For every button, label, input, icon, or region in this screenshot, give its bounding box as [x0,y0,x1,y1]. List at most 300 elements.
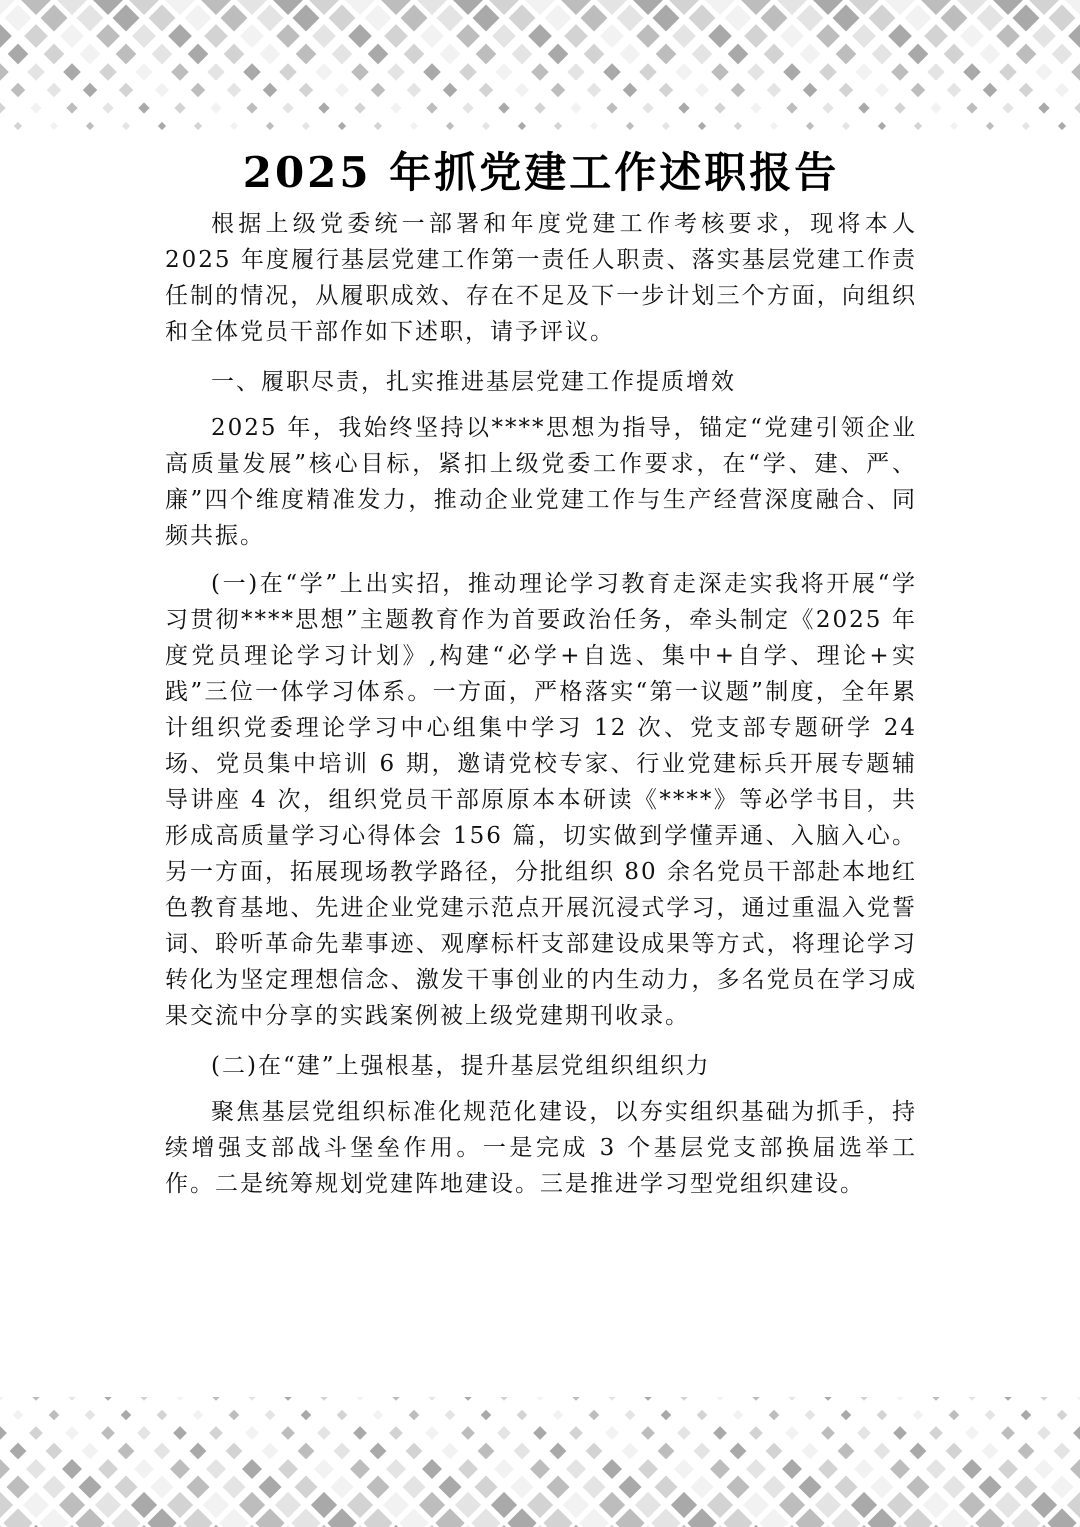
border-diamond [135,63,153,81]
border-diamond [1055,83,1069,97]
border-diamond [661,1410,672,1421]
border-diamond [500,1397,508,1401]
border-diamond [1049,5,1076,32]
border-diamond [911,83,925,97]
border-diamond [293,5,320,32]
border-diamond [301,1410,312,1421]
border-diamond [158,122,166,130]
border-diamond [1013,5,1040,32]
border-diamond [334,1443,351,1460]
border-diamond [1050,1475,1073,1498]
border-diamond [926,1459,946,1479]
border-diamond [767,83,781,97]
border-diamond [798,1475,821,1498]
border-diamond [320,1397,328,1401]
border-diamond [194,122,202,130]
border-diamond [713,1426,727,1440]
border-diamond [373,1410,384,1421]
border-diamond [869,5,896,32]
border-diamond [392,1397,400,1401]
border-diamond [567,63,585,81]
border-diamond [282,102,293,113]
border-diamond [656,44,677,65]
border-diamond [435,1508,464,1527]
border-diamond [242,1459,262,1479]
border-diamond [266,122,274,130]
border-diamond [690,1475,713,1498]
border-diamond [1018,1443,1035,1460]
border-diamond [602,1459,622,1479]
border-diamond [332,44,353,65]
border-diamond [579,1508,608,1527]
border-diamond [962,1459,982,1479]
border-diamond [870,1475,893,1498]
border-diamond [80,44,101,65]
border-diamond [603,63,621,81]
border-diamond [623,83,637,97]
border-diamond [551,83,565,97]
border-diamond [3,1508,32,1527]
border-diamond [764,44,785,65]
border-diamond [315,63,333,81]
border-diamond [707,1492,733,1518]
border-diamond [671,1492,697,1518]
border-diamond [759,1508,788,1527]
border-diamond [171,63,189,81]
border-diamond [1071,63,1080,81]
border-diamond [262,1443,279,1460]
border-diamond [1011,1508,1040,1527]
border-diamond [836,44,857,65]
border-diamond [659,83,673,97]
border-diamond [191,83,205,97]
border-diamond [209,1426,223,1440]
border-diamond [150,1475,173,1498]
border-diamond [6,1475,29,1498]
border-diamond [653,5,680,32]
border-diamond [536,1397,544,1401]
border-diamond [399,1508,428,1527]
border-diamond [275,1492,301,1518]
border-diamond [492,24,516,48]
border-diamond [788,1397,796,1401]
border-diamond [371,83,385,97]
border-diamond [350,1459,370,1479]
border-diamond [965,1426,979,1440]
decorative-diamond-border-bottom [0,1397,1080,1527]
border-diamond [950,122,958,130]
border-diamond [365,5,392,32]
border-diamond [875,83,889,97]
border-diamond [518,122,526,130]
border-diamond [471,1508,500,1527]
border-diamond [584,44,605,65]
border-diamond [41,5,68,32]
border-diamond [459,63,477,81]
border-diamond [75,1508,104,1527]
border-diamond [23,1492,49,1518]
border-diamond [1073,1426,1080,1440]
border-diamond [183,1508,212,1527]
border-diamond [509,5,536,32]
border-diamond [867,1508,896,1527]
border-diamond [423,63,441,81]
border-diamond [82,1443,99,1460]
border-diamond [674,1459,694,1479]
border-diamond [95,1492,121,1518]
border-diamond [998,1459,1018,1479]
border-diamond [222,1475,245,1498]
border-diamond [212,1397,220,1401]
border-diamond [207,63,225,81]
border-diamond [833,5,860,32]
border-diamond [975,1508,1004,1527]
border-diamond [260,44,281,65]
border-diamond [1001,1426,1015,1440]
border-diamond [572,1397,580,1401]
border-diamond [1004,1397,1012,1401]
border-diamond [442,1443,459,1460]
border-diamond [617,5,644,32]
border-diamond [137,1426,151,1440]
border-diamond [78,1475,101,1498]
border-diamond [985,1410,996,1421]
border-diamond [698,122,706,130]
border-diamond [420,24,444,48]
border-diamond [730,1443,747,1460]
border-diamond [204,24,228,48]
border-diamond [456,24,480,48]
border-diamond [802,1443,819,1460]
border-diamond [543,1508,572,1527]
border-diamond [1035,63,1053,81]
border-diamond [949,1410,960,1421]
border-diamond [803,83,817,97]
border-diamond [554,122,562,130]
border-diamond [239,1492,265,1518]
border-diamond [327,1508,356,1527]
border-diamond [49,1410,60,1421]
border-diamond [406,1443,423,1460]
border-diamond [930,102,941,113]
border-diamond [229,1410,240,1421]
border-diamond [743,1492,769,1518]
border-diamond [582,1475,605,1498]
border-diamond [527,1492,553,1518]
border-diamond [914,122,922,130]
border-diamond [419,1492,445,1518]
border-diamond [1068,24,1080,48]
border-diamond [140,1397,148,1401]
border-diamond [168,24,192,48]
border-diamond [407,83,421,97]
border-diamond [908,44,929,65]
border-diamond [723,1508,752,1527]
border-diamond [658,1443,675,1460]
border-diamond [819,63,837,81]
border-diamond [797,5,824,32]
border-diamond [147,1508,176,1527]
border-diamond [119,83,133,97]
border-diamond [455,1492,481,1518]
border-diamond [905,5,932,32]
border-diamond [458,1459,478,1479]
border-diamond [338,122,346,130]
border-diamond [401,5,428,32]
border-diamond [581,5,608,32]
border-diamond [816,24,840,48]
border-diamond [0,24,12,48]
border-diamond [157,1410,168,1421]
border-diamond [0,1459,10,1479]
border-diamond [299,83,313,97]
border-diamond [923,1492,949,1518]
border-diamond [677,1426,691,1440]
border-diamond [155,83,169,97]
border-diamond [257,5,284,32]
border-diamond [65,1426,79,1440]
border-diamond [733,1410,744,1421]
border-diamond [563,1492,589,1518]
border-diamond [888,24,912,48]
border-diamond [1038,102,1049,113]
border-diamond [302,122,310,130]
border-diamond [894,102,905,113]
border-diamond [566,1459,586,1479]
border-diamond [878,122,886,130]
border-diamond [226,1443,243,1460]
border-diamond [947,83,961,97]
border-diamond [770,122,778,130]
border-diamond [896,1397,904,1401]
border-diamond [68,1397,76,1401]
border-diamond [750,102,761,113]
border-diamond [440,44,461,65]
border-diamond [618,1475,641,1498]
border-diamond [102,102,113,113]
border-diamond [553,1410,564,1421]
border-diamond [1002,102,1013,113]
border-diamond [284,1397,292,1401]
border-diamond [854,1459,874,1479]
border-diamond [498,102,509,113]
border-diamond [1016,44,1037,65]
border-diamond [347,1492,373,1518]
border-diamond [761,5,788,32]
border-diamond [149,5,176,32]
border-diamond [615,1508,644,1527]
border-diamond [206,1459,226,1479]
border-diamond [276,24,300,48]
border-diamond [404,44,425,65]
border-diamond [675,63,693,81]
border-diamond [982,1443,999,1460]
border-diamond [351,63,369,81]
border-diamond [27,63,45,81]
border-diamond [622,1443,639,1460]
border-diamond [188,44,209,65]
border-diamond [903,1508,932,1527]
border-diamond [695,83,709,97]
border-diamond [966,102,977,113]
border-diamond [219,1508,248,1527]
border-diamond [654,1475,677,1498]
border-diamond [639,63,657,81]
border-diamond [479,83,493,97]
border-diamond [248,1397,256,1401]
border-diamond [752,1397,760,1401]
border-diamond [60,24,84,48]
border-diamond [852,24,876,48]
border-diamond [491,1492,517,1518]
border-diamond [298,1443,315,1460]
border-diamond [482,122,490,130]
border-diamond [932,1397,940,1401]
border-diamond [47,83,61,97]
border-diamond [769,1410,780,1421]
border-diamond [495,63,513,81]
border-diamond [586,1443,603,1460]
border-diamond [445,1410,456,1421]
border-diamond [944,44,965,65]
border-diamond [651,1508,680,1527]
border-diamond [390,102,401,113]
border-diamond [348,24,372,48]
border-diamond [118,1443,135,1460]
border-diamond [210,102,221,113]
border-diamond [980,44,1001,65]
border-diamond [116,44,137,65]
border-diamond [96,24,120,48]
border-diamond [281,1426,295,1440]
border-diamond [10,1443,27,1460]
border-diamond [689,5,716,32]
border-diamond [121,1410,132,1421]
border-diamond [374,122,382,130]
border-diamond [83,83,97,97]
border-diamond [30,102,41,113]
border-diamond [366,1475,389,1498]
border-diamond [726,1475,749,1498]
border-diamond [318,102,329,113]
border-diamond [662,122,670,130]
border-diamond [744,24,768,48]
border-diamond [240,24,264,48]
diamond-pattern-bottom [0,1397,1080,1527]
border-diamond [942,1475,965,1498]
border-diamond [497,1426,511,1440]
border-diamond [641,1426,655,1440]
intro-paragraph: 根据上级党委统一部署和年度党建工作考核要求，现将本人 2025 年度履行基层党建工作第一责任人职责、落实基层党建工作责任制的情况，从履职成效、存在不足及下一步计划三个方面，向组织和全体党员干部作如下述职，请予评议。 [165,211,917,345]
border-diamond [203,1492,229,1518]
border-diamond [356,1397,364,1401]
border-diamond [822,102,833,113]
border-diamond [0,1397,4,1401]
border-diamond [77,5,104,32]
decorative-diamond-border-top [0,0,1080,130]
border-diamond [642,102,653,113]
border-diamond [708,24,732,48]
border-diamond [185,5,212,32]
border-diamond [1052,44,1073,65]
border-diamond [335,83,349,97]
border-diamond [545,5,572,32]
border-diamond [353,1426,367,1440]
border-diamond [734,122,742,130]
border-diamond [606,102,617,113]
border-diamond [786,102,797,113]
border-diamond [294,1475,317,1498]
border-diamond [625,1410,636,1421]
border-diamond [474,1475,497,1498]
border-diamond [1021,1410,1032,1421]
border-diamond [728,44,749,65]
border-diamond [291,1508,320,1527]
border-diamond [546,1475,569,1498]
border-diamond [230,122,238,130]
border-diamond [1070,1459,1080,1479]
border-diamond [437,5,464,32]
border-diamond [278,1459,298,1479]
border-diamond [478,1443,495,1460]
border-diamond [968,1397,976,1401]
border-diamond [387,63,405,81]
border-diamond [838,1443,855,1460]
border-diamond [680,1397,688,1401]
border-diamond [507,1508,536,1527]
border-diamond [550,1443,567,1460]
border-diamond [626,122,634,130]
border-diamond [1058,122,1066,130]
border-diamond [1047,1508,1076,1527]
border-diamond [443,83,457,97]
border-diamond [426,102,437,113]
border-diamond [86,122,94,130]
border-diamond [337,1410,348,1421]
border-diamond [731,83,745,97]
border-diamond [476,44,497,65]
border-diamond [694,1443,711,1460]
border-diamond [170,1459,190,1479]
border-diamond [841,1410,852,1421]
border-diamond [531,63,549,81]
border-diamond [1014,1475,1037,1498]
border-diamond [780,24,804,48]
subsection-2-paragraph: 聚焦基层党组织标准化规范化建设，以夯实组织基础为抓手，持续增强支部战斗堡垒作用。一是完成 3 个基层党支部换届选举工作。二是统筹规划党建阵地建设。三是推进学习型党组织建设。 [165,1099,917,1197]
border-diamond [872,44,893,65]
border-diamond [62,1459,82,1479]
border-diamond [1019,83,1033,97]
border-diamond [224,44,245,65]
border-diamond [858,102,869,113]
border-diamond [134,1459,154,1479]
border-diamond [528,24,552,48]
border-diamond [963,63,981,81]
border-diamond [874,1443,891,1460]
border-diamond [314,1459,334,1479]
border-diamond [806,122,814,130]
border-diamond [564,24,588,48]
border-diamond [85,1410,96,1421]
border-diamond [978,1475,1001,1498]
border-diamond [312,24,336,48]
border-diamond [644,1397,652,1401]
border-diamond [514,1443,531,1460]
border-diamond [1054,1443,1071,1460]
border-diamond [851,1492,877,1518]
border-diamond [221,5,248,32]
border-diamond [422,1459,442,1479]
